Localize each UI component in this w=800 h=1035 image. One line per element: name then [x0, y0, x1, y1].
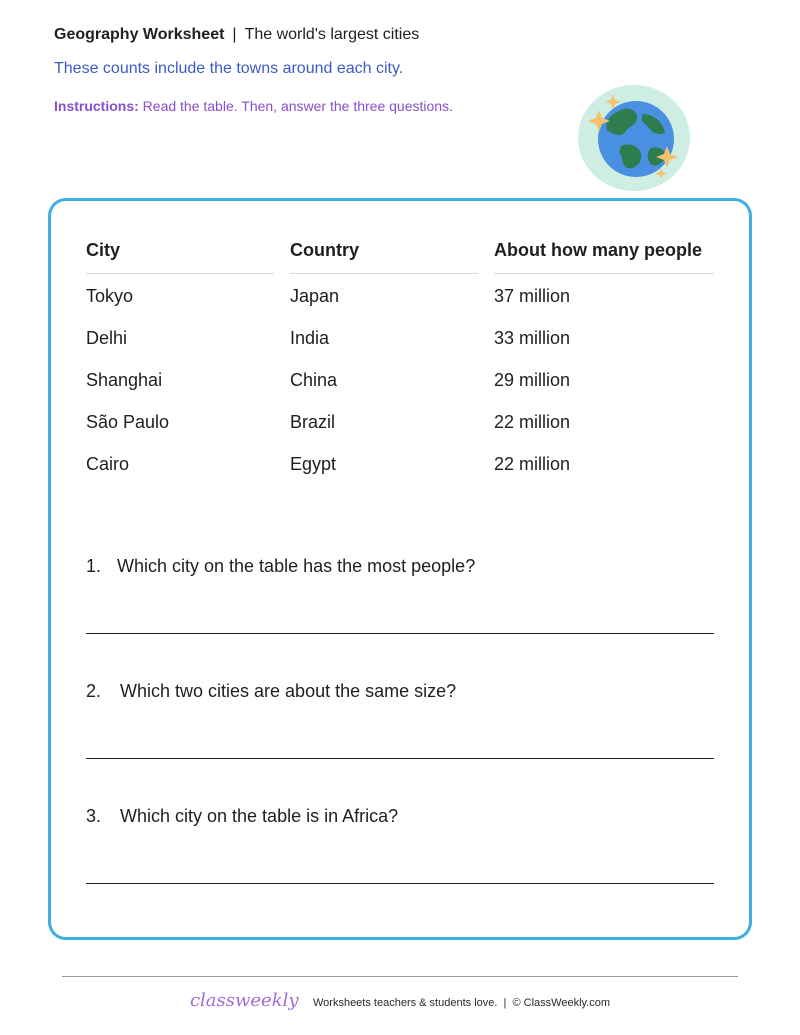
table-row	[86, 275, 714, 317]
subtitle: These counts include the towns around each city.	[54, 60, 404, 77]
question-text: Which city on the table has the most people?	[117, 556, 476, 576]
country-cell: Japan	[290, 285, 340, 306]
population-cell: 33 million	[494, 327, 571, 348]
title-separator: |	[232, 26, 237, 43]
city-cell: Delhi	[86, 327, 128, 348]
question-text: Which two cities are about the same size?	[120, 681, 457, 701]
city-cell: Tokyo	[86, 285, 134, 306]
country-cell: Brazil	[290, 411, 336, 432]
city-cell: Shanghai	[86, 369, 163, 390]
worksheet-label: Geography Worksheet	[54, 26, 225, 43]
brand-logo: classweekly	[189, 990, 299, 1011]
question-number: 1.	[86, 556, 102, 576]
question-number: 2.	[86, 681, 102, 701]
country-cell: China	[290, 369, 338, 390]
question-text: Which city on the table is in Africa?	[120, 806, 399, 826]
worksheet-topic: The world's largest cities	[244, 26, 420, 43]
table-row	[86, 359, 714, 401]
answer-line-3[interactable]	[86, 883, 714, 884]
instructions-label: Instructions:	[54, 98, 139, 114]
table-row	[86, 317, 714, 359]
table-row	[86, 443, 714, 485]
country-cell: Egypt	[290, 453, 337, 474]
population-cell: 22 million	[494, 453, 571, 474]
column-header-city: City	[86, 240, 274, 274]
city-cell: São Paulo	[86, 411, 170, 432]
globe-icon	[577, 84, 691, 192]
answer-line-1[interactable]	[86, 633, 714, 634]
cities-table	[86, 240, 714, 485]
footer-tagline: Worksheets teachers & students love. | © ClassWeekly.com	[312, 997, 611, 1009]
footer	[0, 990, 800, 1011]
question-1	[86, 556, 475, 577]
column-header-population: About how many people	[494, 240, 714, 274]
country-cell: India	[290, 327, 330, 348]
instructions-text: Read the table. Then, answer the three questions.	[142, 98, 453, 114]
column-header-country: Country	[290, 240, 478, 274]
population-cell: 22 million	[494, 411, 571, 432]
question-number: 3.	[86, 806, 102, 826]
footer-divider	[62, 976, 738, 977]
worksheet-title	[54, 26, 419, 44]
population-cell: 37 million	[494, 285, 571, 306]
question-3	[86, 806, 398, 827]
question-2	[86, 681, 456, 702]
population-cell: 29 million	[494, 369, 571, 390]
table-row	[86, 401, 714, 443]
city-cell: Cairo	[86, 453, 130, 474]
table-header	[86, 240, 714, 274]
instructions	[54, 98, 453, 114]
answer-line-2[interactable]	[86, 758, 714, 759]
